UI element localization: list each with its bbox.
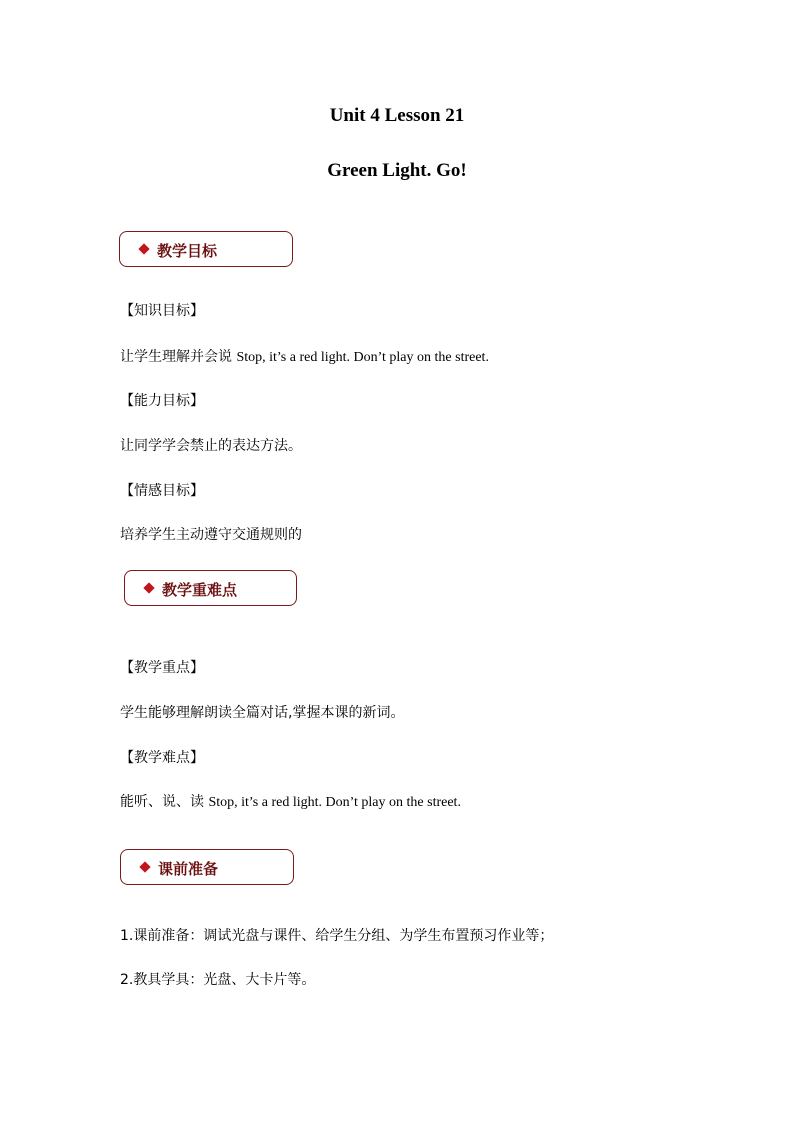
difficulty-text-en: Stop, it’s a red light. Don’t play on the street. — [208, 795, 461, 810]
preparation-item-2: 2.教具学具：光盘、大卡片等。 — [120, 972, 316, 988]
preparation-item-1: 1.课前准备：调试光盘与课件、给学生分组、为学生布置预习作业等； — [120, 928, 554, 944]
knowledge-text-cn: 让学生理解并会说 — [120, 349, 237, 365]
subheading-difficulty: 【教学难点】 — [120, 750, 204, 766]
difficulty-text-cn: 能听、说、读 — [120, 794, 209, 810]
section-badge-preparation — [120, 849, 294, 885]
diamond-icon — [143, 582, 154, 593]
ability-text: 让同学学会禁止的表达方法。 — [120, 438, 302, 454]
section-badge-label: 教学目标 — [157, 242, 218, 260]
lesson-title: Unit 4 Lesson 21 — [329, 105, 465, 126]
section-badge-objectives — [119, 231, 293, 267]
diamond-icon — [138, 243, 149, 254]
subheading-key-point: 【教学重点】 — [120, 660, 204, 676]
subheading-ability: 【能力目标】 — [120, 393, 204, 409]
difficulty-text — [120, 791, 461, 811]
diamond-icon — [139, 861, 150, 872]
lesson-subtitle: Green Light. Go! — [327, 160, 467, 181]
section-badge-label: 教学重难点 — [162, 581, 238, 599]
section-badge-key-points — [124, 570, 297, 606]
section-badge-label: 课前准备 — [158, 860, 219, 878]
subheading-knowledge: 【知识目标】 — [120, 303, 204, 319]
key-point-text: 学生能够理解朗读全篇对话,掌握本课的新词。 — [120, 705, 405, 721]
subheading-emotion: 【情感目标】 — [120, 483, 204, 499]
knowledge-text — [120, 346, 489, 366]
emotion-text: 培养学生主动遵守交通规则的 — [120, 527, 302, 543]
knowledge-text-en: Stop, it’s a red light. Don’t play on the street. — [236, 350, 489, 365]
